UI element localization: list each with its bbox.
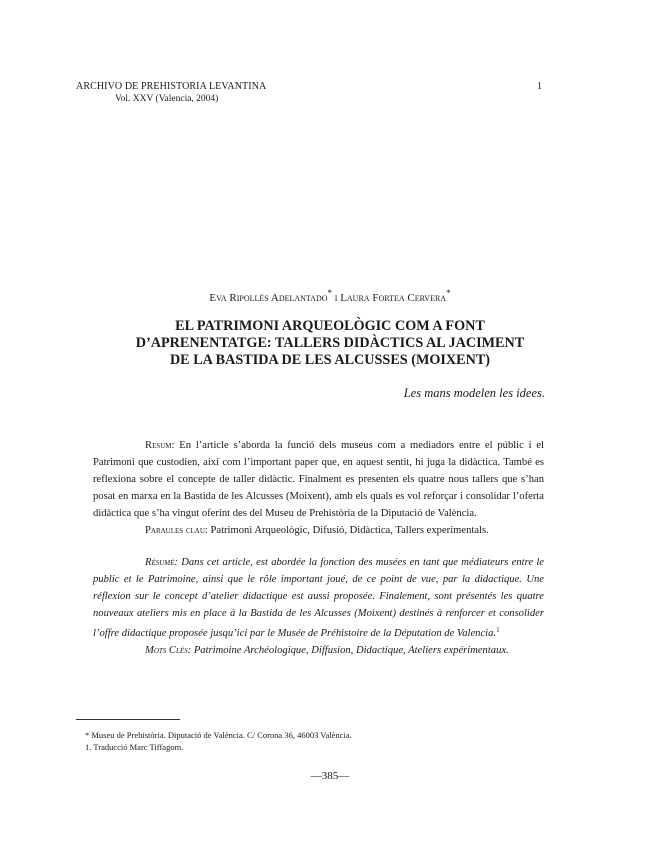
abstract-french (93, 554, 544, 659)
translation-note-mark: 1 (496, 626, 500, 634)
page-number: —385— (310, 770, 350, 782)
paper-title (100, 318, 560, 369)
authors (0, 288, 660, 304)
footnote-affiliation: * Museu de Prehistòria. Diputació de València. C/ Corona 36, 46003 València. (85, 730, 352, 740)
title-line-1: EL PATRIMONI ARQUEOLÒGIC COM A FONT (175, 318, 485, 334)
keywords-catalan-text: Patrimoni Arqueològic, Difusió, Didàctica, Tallers experimentals. (207, 525, 489, 536)
abstract-catalan-body (93, 437, 544, 522)
keywords-catalan (93, 522, 544, 539)
abstract-catalan (93, 437, 544, 539)
author-1-footnote-mark: * (327, 288, 333, 298)
abstract-catalan-text: En l’article s’aborda la funció dels museus com a mediadors entre el públic i el Patrimoni que custodien, així com l’important paper que, en aquest sentit, hi juga la didàctica. També es reflexiona sobre el concepte de taller didàctic. Finalment es presenten els quatre nous tallers que s’han posat en marxa en la Bastida de les Alcusses (Moixent), amb els quals es vol reforçar i consolidar l’oferta didàctica que s’ha vingut oferint des del Museu de Prehistòria de la Diputació de València. (93, 440, 544, 519)
footnotes (85, 729, 352, 753)
keywords-french-text: Patrimoine Archéologique, Diffusion, Didactique, Ateliers expérimentaux. (191, 645, 509, 656)
author-conjunction: i (332, 292, 341, 304)
header-page-number: 1 (537, 81, 542, 92)
journal-name: ARCHIVO DE PREHISTORIA LEVANTINA (76, 81, 267, 92)
footnote-rule (76, 719, 180, 720)
journal-volume: Vol. XXV (Valencia, 2004) (115, 94, 219, 104)
footnote-translation: 1. Traducció Marc Tiffagom. (85, 742, 184, 752)
author-2-footnote-mark: * (446, 288, 451, 298)
abstract-catalan-label: Resum: (145, 440, 175, 451)
abstract-french-label: Résumé: (145, 557, 178, 568)
keywords-french (93, 642, 544, 659)
author-1: Eva Ripollés Adelantado (209, 292, 328, 304)
epigraph: Les mans modelen les idees. (403, 386, 545, 400)
author-2: Laura Fortea Cervera (340, 292, 447, 304)
title-line-2: D’APRENENTATGE: TALLERS DIDÀCTICS AL JACIMENT (135, 335, 525, 351)
abstract-french-text: Dans cet article, est abordée la fonction des musées en tant que médiateurs entre le public et le Patrimoine, ainsi que le rôle important joué, de ce point de vue, par la didactique. Une réflexion sur le concept d’atelier didactique est aussi proposée. Finalement, sont présentés les quatre nouveaux ateliers mis en place à la Bastida de les Alcusses (Moixent) destinés à renforcer et consolider l’offre didactique proposée jusqu’ici par le Musée de Préhistoire de la Députation de Valencia. (93, 557, 544, 639)
keywords-french-label: Mots Clés: (145, 645, 192, 656)
keywords-catalan-label: Paraules clau: (145, 525, 208, 536)
title-line-3: DE LA BASTIDA DE LES ALCUSSES (MOIXENT) (169, 352, 491, 368)
abstract-french-body (93, 554, 544, 642)
